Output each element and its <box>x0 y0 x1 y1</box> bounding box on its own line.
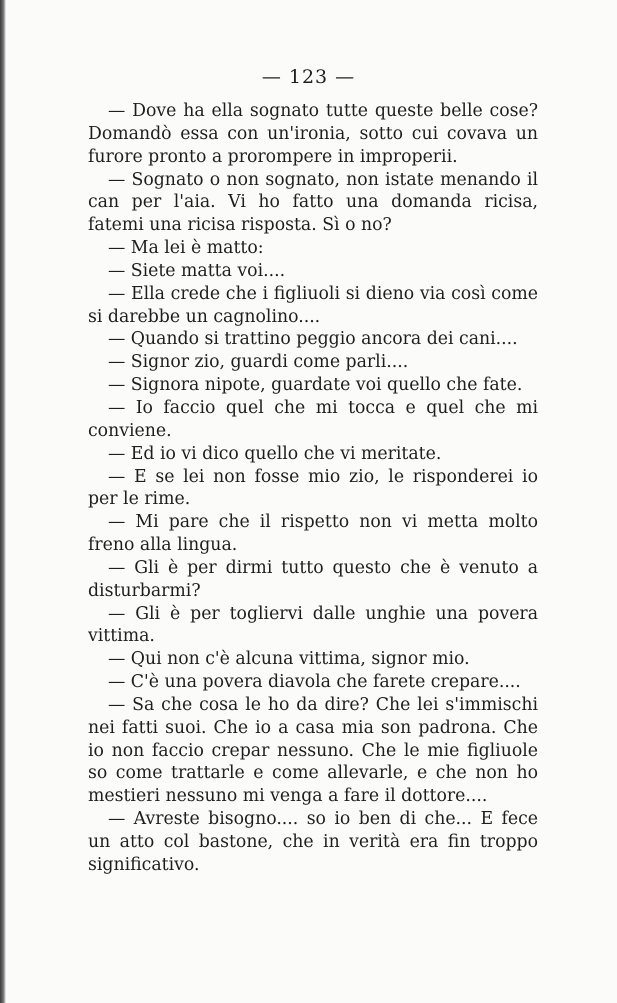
paragraph: — Gli è per dirmi tutto questo che è venuto a disturbarmi? <box>88 557 538 601</box>
paragraph: — Signora nipote, guardate voi quello che fate. <box>108 375 523 396</box>
page-text <box>88 100 538 877</box>
paragraph: — Gli è per togliervi dalle unghie una povera vittima. <box>88 603 538 647</box>
paragraph: — Siete matta voi.... <box>108 260 286 281</box>
paragraph: — Sa che cosa le ho da dire? Che lei s'immischi nei fatti suoi. Che io a casa mia son padrona. Che io non faccio crepar nessuno. Che le mie figliuole so come trattarle e come allevarle, e che non ho mestieri nessuno mi venga a fare il dottore.... <box>88 694 538 807</box>
paragraph: — Dove ha ella sognato tutte queste belle cose? Domandò essa con un'ironia, sotto cui covava un furore pronto a prorompere in improperii. <box>88 101 538 167</box>
paragraph: — Io faccio quel che mi tocca e quel che mi conviene. <box>88 397 538 441</box>
paragraph: — C'è una povera diavola che farete crepare.... <box>108 672 521 693</box>
paragraph: — Avreste bisogno.... so io ben di che... E fece un atto col bastone, che in verità era fin troppo significativo. <box>88 809 538 875</box>
paragraph: — Signor zio, guardi come parli.... <box>108 352 409 373</box>
paragraph: — Mi pare che il rispetto non vi metta molto freno alla lingua. <box>88 512 538 556</box>
paragraph: — Qui non c'è alcuna vittima, signor mio. <box>108 649 470 670</box>
paragraph: — Ella crede che i figliuoli si dieno via così come si darebbe un cagnolino.... <box>88 283 538 327</box>
paragraph: — Ed io vi dico quello che vi meritate. <box>108 443 442 464</box>
page-binding-edge <box>0 0 6 1003</box>
paragraph: — Sognato o non sognato, non istate menando il can per l'aia. Vi ho fatto una domanda ricisa, fatemi una ricisa risposta. Sì o no? <box>88 169 538 236</box>
page-number: — 123 — <box>261 66 356 88</box>
paragraph: — Ma lei è matto: <box>108 238 264 259</box>
paragraph: — Quando si trattino peggio ancora dei cani.... <box>108 329 518 350</box>
paragraph: — E se lei non fosse mio zio, le risponderei io per le rime. <box>88 466 538 510</box>
